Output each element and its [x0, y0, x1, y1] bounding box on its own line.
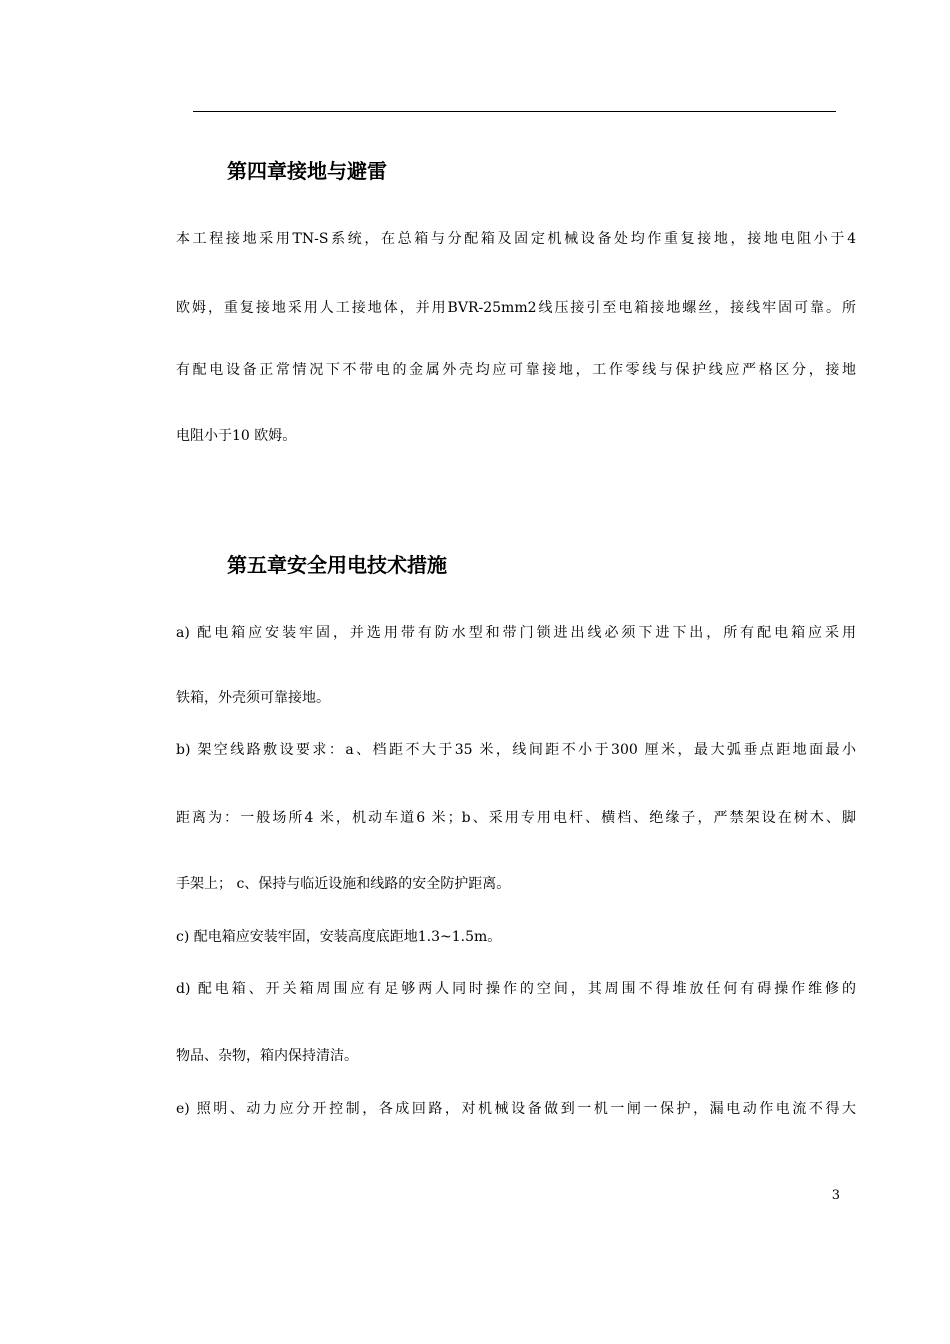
- chapter4-title: 第四章接地与避雷: [227, 159, 387, 183]
- chapter5-line-3: b) 架空线路敷设要求：a、档距不大于35 米，线间距不小于300 厘米，最大弧垂点距地面最小: [176, 742, 856, 758]
- page-number: 3: [831, 1188, 840, 1203]
- chapter5-line-4: 距离为：一般场所4 米，机动车道6 米；b、采用专用电杆、横档、绝缘子，严禁架设在树木、脚: [176, 810, 856, 826]
- chapter5-line-5: 手架上； c、保持与临近设施和线路的安全防护距离。: [176, 876, 511, 892]
- chapter5-line-8: 物品、杂物，箱内保持清洁。: [176, 1048, 358, 1064]
- chapter4-line-3: 有配电设备正常情况下不带电的金属外壳均应可靠接地，工作零线与保护线应严格区分，接地: [176, 362, 856, 378]
- header-rule: [193, 111, 836, 112]
- chapter5-line-7: d) 配电箱、开关箱周围应有足够两人同时操作的空间，其周围不得堆放任何有碍操作维修的: [176, 981, 856, 997]
- chapter5-line-9: e) 照明、动力应分开控制，各成回路，对机械设备做到一机一闸一保护，漏电动作电流不得大: [176, 1101, 856, 1117]
- chapter4-line-2: 欧姆，重复接地采用人工接地体，并用BVR-25mm2线压接引至电箱接地螺丝，接线牢固可靠。所: [176, 300, 856, 316]
- chapter5-title: 第五章安全用电技术措施: [227, 553, 447, 577]
- chapter5-line-2: 铁箱，外壳须可靠接地。: [176, 690, 330, 706]
- chapter4-line-4: 电阻小于10 欧姆。: [176, 428, 297, 444]
- chapter5-line-6: c) 配电箱应安装牢固，安装高度底距地1.3~1.5m。: [176, 929, 502, 945]
- chapter4-line-1: 本工程接地采用TN-S系统，在总箱与分配箱及固定机械设备处均作重复接地，接地电阻小于4: [176, 231, 856, 247]
- chapter5-line-1: a) 配电箱应安装牢固，并选用带有防水型和带门锁进出线必须下进下出，所有配电箱应采用: [176, 625, 856, 641]
